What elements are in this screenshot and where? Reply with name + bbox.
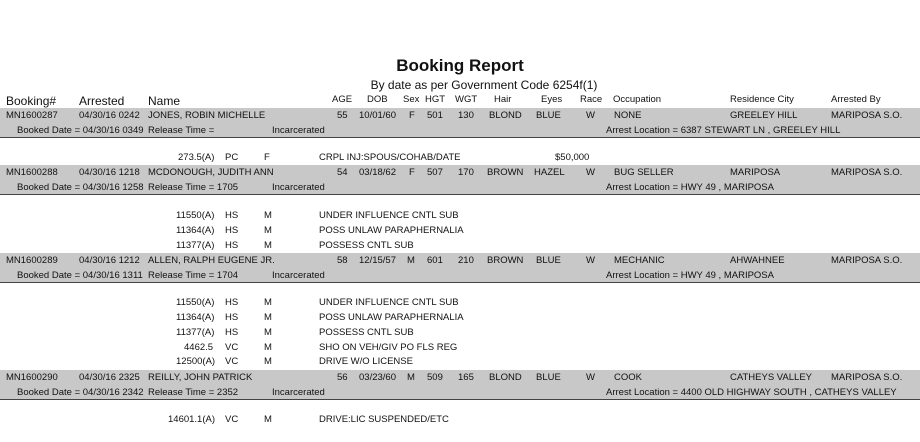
dob: 03/18/62 <box>359 167 396 178</box>
charge-code: 4462.5 <box>184 342 214 353</box>
arresting-agency: MARIPOSA S.O. <box>831 372 903 383</box>
report-title: Booking Report <box>396 56 524 75</box>
age: 56 <box>337 372 348 383</box>
arresting-agency: MARIPOSA S.O. <box>831 255 903 266</box>
bail-amount: $50,000 <box>555 152 590 163</box>
charge-description: CRPL INJ:SPOUS/COHAB/DATE <box>319 152 461 163</box>
sex: M <box>407 255 415 266</box>
residence-city: AHWAHNEE <box>730 255 785 266</box>
height: 509 <box>427 372 443 383</box>
race: W <box>586 255 595 266</box>
hair: BLOND <box>489 372 522 383</box>
arrest-location: Arrest Location = HWY 49 , MARIPOSA <box>606 270 774 281</box>
release-time: Release Time = 1705 <box>148 182 239 193</box>
age: 55 <box>337 110 348 121</box>
charge-code: 11364(A) <box>176 312 215 323</box>
charge-level: F <box>264 152 270 163</box>
col-sex: Sex <box>403 94 420 105</box>
person-name: JONES, ROBIN MICHELLE <box>148 110 266 121</box>
weight: 210 <box>458 255 474 266</box>
charge-description: SHO ON VEH/GIV PO FLS REG <box>319 342 458 353</box>
arrest-location: Arrest Location = HWY 49 , MARIPOSA <box>606 182 774 193</box>
race: W <box>586 372 595 383</box>
weight: 165 <box>458 372 474 383</box>
record-divider <box>0 282 920 283</box>
charge-code: 11364(A) <box>176 225 215 236</box>
charge-code: 11377(A) <box>176 240 215 251</box>
record-divider <box>0 194 920 195</box>
charge-type: VC <box>225 356 239 367</box>
booked-date: Booked Date = 04/30/16 2342 <box>17 387 144 398</box>
residence-city: GREELEY HILL <box>730 110 798 121</box>
charge-level: M <box>264 327 272 338</box>
charge-code: 11550(A) <box>176 297 215 308</box>
charge-description: UNDER INFLUENCE CNTL SUB <box>319 297 459 308</box>
col-eyes: Eyes <box>541 94 563 105</box>
age: 54 <box>337 167 348 178</box>
sex: F <box>409 167 415 178</box>
eyes: BLUE <box>536 110 561 121</box>
charge-level: M <box>264 240 272 251</box>
race: W <box>586 110 595 121</box>
booked-date: Booked Date = 04/30/16 1258 <box>17 182 144 193</box>
eyes: BLUE <box>536 255 561 266</box>
person-name: ALLEN, RALPH EUGENE JR. <box>148 255 275 266</box>
col-name: Name <box>148 94 181 108</box>
charge-code: 273.5(A) <box>178 152 215 163</box>
occupation: MECHANIC <box>614 255 665 266</box>
arresting-agency: MARIPOSA S.O. <box>831 167 903 178</box>
arresting-agency: MARIPOSA S.O. <box>831 110 903 121</box>
sex: M <box>407 372 415 383</box>
arrested-datetime: 04/30/16 1218 <box>79 167 140 178</box>
dob: 03/23/60 <box>359 372 396 383</box>
residence-city: CATHEYS VALLEY <box>730 372 813 383</box>
col-hgt: HGT <box>425 94 446 105</box>
height: 501 <box>427 110 443 121</box>
dob: 10/01/60 <box>359 110 396 121</box>
charge-description: DRIVE W/O LICENSE <box>319 356 413 367</box>
person-name: MCDONOUGH, JUDITH ANN <box>148 167 274 178</box>
hair: BROWN <box>487 255 524 266</box>
col-hair: Hair <box>494 94 512 105</box>
release-time: Release Time = <box>148 125 215 136</box>
charge-level: M <box>264 414 272 425</box>
record-divider <box>0 137 920 138</box>
charge-level: M <box>264 312 272 323</box>
arrest-location: Arrest Location = 4400 OLD HIGHWAY SOUTH , CATHEYS VALLEY <box>606 387 897 398</box>
booked-date: Booked Date = 04/30/16 1311 <box>17 270 143 281</box>
occupation: BUG SELLER <box>614 167 674 178</box>
charge-description: UNDER INFLUENCE CNTL SUB <box>319 210 459 221</box>
release-time: Release Time = 1704 <box>148 270 239 281</box>
booking-number: MN1600287 <box>6 110 58 121</box>
charge-code: 14601.1(A) <box>168 414 216 425</box>
col-age: AGE <box>332 94 353 105</box>
charge-type: VC <box>225 342 239 353</box>
eyes: HAZEL <box>534 167 565 178</box>
charge-type: PC <box>225 152 239 163</box>
charge-code: 12500(A) <box>176 356 216 367</box>
eyes: BLUE <box>536 372 561 383</box>
charge-description: DRIVE:LIC SUSPENDED/ETC <box>319 414 449 425</box>
weight: 170 <box>458 167 474 178</box>
report-subtitle: By date as per Government Code 6254f(1) <box>370 78 598 92</box>
charge-type: VC <box>225 414 239 425</box>
dob: 12/15/57 <box>359 255 396 266</box>
booked-date: Booked Date = 04/30/16 0349 <box>17 125 144 136</box>
custody-status: Incarcerated <box>272 125 325 136</box>
col-arrested: Arrested <box>79 94 125 108</box>
charge-level: M <box>264 297 272 308</box>
charge-description: POSS UNLAW PARAPHERNALIA <box>319 312 464 323</box>
charge-description: POSSESS CNTL SUB <box>319 240 414 251</box>
booking-number: MN1600288 <box>6 167 58 178</box>
charge-level: M <box>264 356 272 367</box>
custody-status: Incarcerated <box>272 270 325 281</box>
height: 601 <box>427 255 443 266</box>
arrested-datetime: 04/30/16 2325 <box>79 372 140 383</box>
occupation: COOK <box>614 372 642 383</box>
custody-status: Incarcerated <box>272 182 325 193</box>
charge-code: 11377(A) <box>176 327 215 338</box>
arrested-datetime: 04/30/16 0242 <box>79 110 140 121</box>
charge-description: POSS UNLAW PARAPHERNALIA <box>319 225 464 236</box>
age: 58 <box>337 255 348 266</box>
sex: F <box>409 110 415 121</box>
charge-type: HS <box>225 297 239 308</box>
charge-level: M <box>264 225 272 236</box>
charge-type: HS <box>225 327 239 338</box>
charge-type: HS <box>225 210 239 221</box>
arrest-location: Arrest Location = 6387 STEWART LN , GREELEY HILL <box>606 125 841 136</box>
col-race: Race <box>580 94 603 105</box>
col-arrested-by: Arrested By <box>831 94 881 105</box>
booking-number: MN1600290 <box>6 372 58 383</box>
occupation: NONE <box>614 110 642 121</box>
charge-description: POSSESS CNTL SUB <box>319 327 414 338</box>
charge-type: HS <box>225 312 239 323</box>
charge-level: M <box>264 210 272 221</box>
charge-type: HS <box>225 240 239 251</box>
custody-status: Incarcerated <box>272 387 325 398</box>
col-residence: Residence City <box>730 94 794 105</box>
hair: BROWN <box>487 167 524 178</box>
col-wgt: WGT <box>455 94 478 105</box>
person-name: REILLY, JOHN PATRICK <box>148 372 253 383</box>
arrested-datetime: 04/30/16 1212 <box>79 255 140 266</box>
charge-level: M <box>264 342 272 353</box>
col-booking: Booking# <box>6 94 57 108</box>
weight: 130 <box>458 110 474 121</box>
height: 507 <box>427 167 443 178</box>
hair: BLOND <box>489 110 522 121</box>
col-occupation: Occupation <box>613 94 662 105</box>
residence-city: MARIPOSA <box>730 167 781 178</box>
charge-code: 11550(A) <box>176 210 215 221</box>
record-divider <box>0 399 920 400</box>
race: W <box>586 167 595 178</box>
booking-number: MN1600289 <box>6 255 58 266</box>
charge-type: HS <box>225 225 239 236</box>
release-time: Release Time = 2352 <box>148 387 239 398</box>
col-dob: DOB <box>367 94 388 105</box>
